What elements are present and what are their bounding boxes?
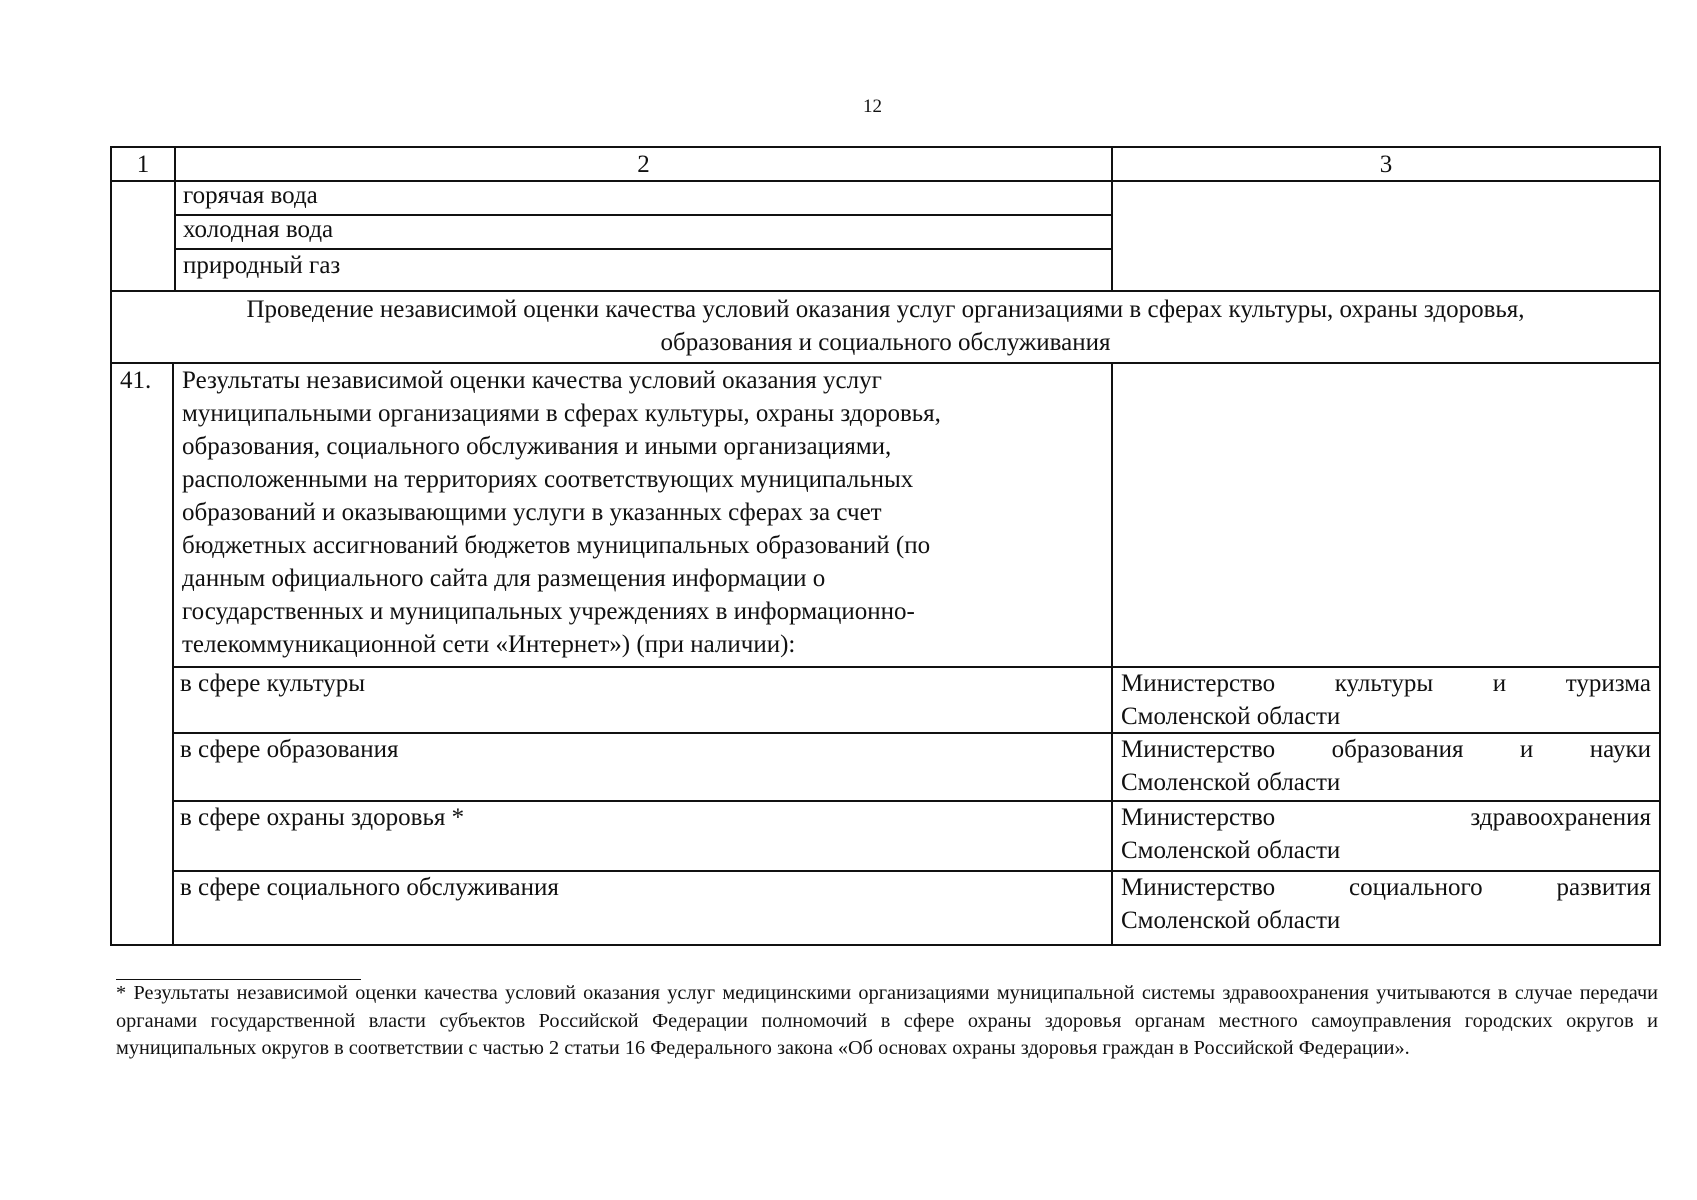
ministry-culture: Министерство культуры и туризма	[1121, 670, 1651, 697]
sphere-education: в сфере образования	[180, 736, 399, 763]
description-line: расположенными на территориях соответствующих муниципальных	[182, 466, 914, 493]
footnote: * Результаты независимой оценки качества условий оказания услуг медицинскими организациями муниципальной системы здравоохранения учитываются в случае передачи органами государственной власти субъектов Российской Федерации полномочий в сфере охраны здоровья органам местного самоуправления городских округов и муниципальных округов в соответствии с частью 2 статьи 16 Федерального закона «Об основах охраны здоровья граждан в Российской Федерации».	[116, 982, 1658, 1059]
ministry-social: Министерство социального развития	[1121, 874, 1651, 901]
table-rule	[1111, 362, 1113, 944]
ministry-health: Министерство здравоохранения	[1121, 804, 1651, 831]
row-41-description	[182, 364, 1107, 661]
description-line: данным официального сайта для размещения информации о	[182, 565, 826, 592]
description-line: образования, социального обслуживания и иными организациями,	[182, 433, 892, 460]
column-header-3: 3	[1379, 151, 1393, 178]
sphere-social: в сфере социального обслуживания	[180, 874, 559, 901]
ministry-region: Смоленской области	[1121, 769, 1341, 796]
sphere-health: в сфере охраны здоровья *	[180, 804, 465, 831]
ministry-region: Смоленской области	[1121, 703, 1341, 730]
utility-hot-water: горячая вода	[183, 182, 318, 209]
section-heading-line: Проведение независимой оценки качества условий оказания услуг организациями в сферах культуры, охраны здоровья,	[246, 296, 1525, 323]
ministry-region: Смоленской области	[1121, 907, 1341, 934]
column-header-1: 1	[136, 151, 150, 178]
table-rule	[112, 290, 1659, 292]
description-line: Результаты независимой оценки качества условий оказания услуг	[182, 367, 882, 394]
utility-natural-gas: природный газ	[183, 252, 341, 279]
description-line: муниципальными организациями в сферах культуры, охраны здоровья,	[182, 400, 941, 427]
row-number: 41.	[120, 367, 152, 394]
description-line: образований и оказывающими услуги в указанных сферах за счет	[182, 499, 882, 526]
section-heading-line: образования и социального обслуживания	[660, 329, 1111, 356]
description-line: бюджетных ассигнований бюджетов муниципальных образований (по	[182, 532, 931, 559]
description-line: телекоммуникационной сети «Интернет») (при наличии):	[182, 631, 796, 658]
description-line: государственных и муниципальных учреждениях в информационно-	[182, 598, 915, 625]
sphere-culture: в сфере культуры	[180, 670, 366, 697]
table-rule	[172, 362, 174, 944]
page-number: 12	[863, 96, 882, 117]
column-header-2: 2	[637, 151, 650, 178]
utility-cold-water: холодная вода	[183, 216, 334, 243]
ministry-education: Министерство образования и науки	[1121, 736, 1651, 763]
ministry-region: Смоленской области	[1121, 837, 1341, 864]
document-table	[110, 146, 1661, 946]
